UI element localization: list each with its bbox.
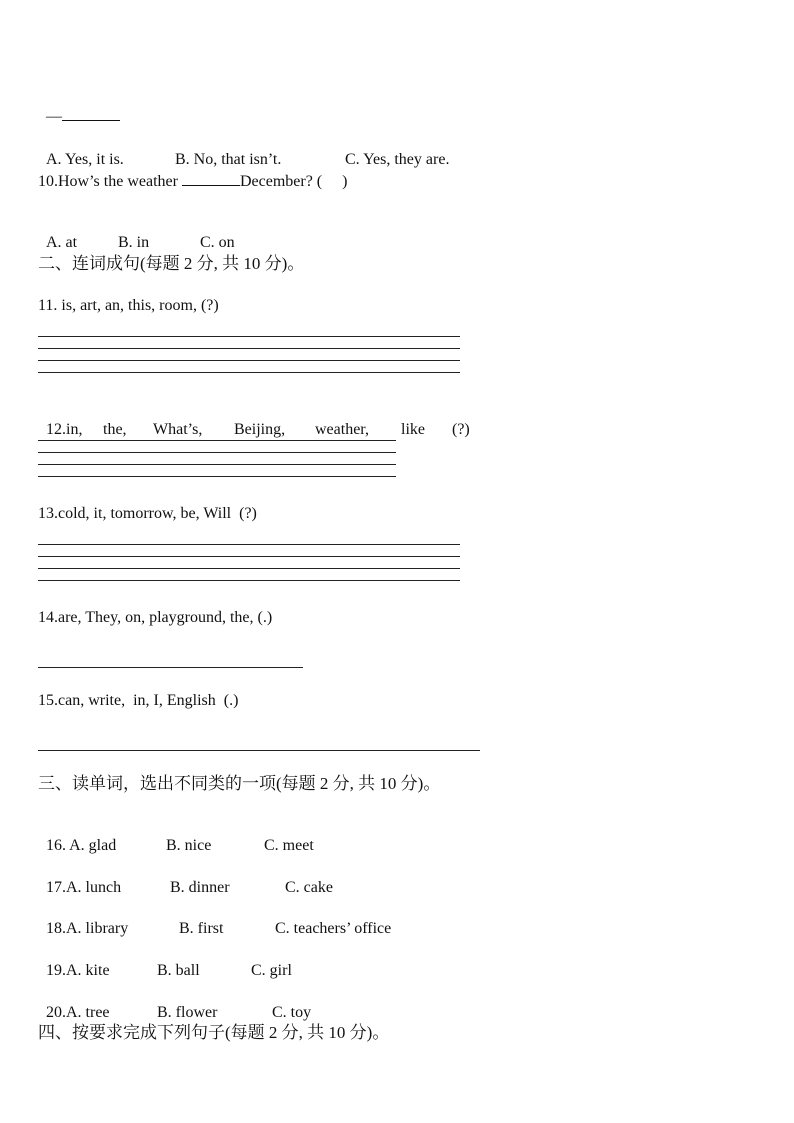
section-4-heading: 四、按要求完成下列句子(每题 2 分, 共 10 分)。 — [38, 1023, 390, 1042]
q10-number: 10. — [38, 173, 58, 190]
q17-option-a: 17.A. lunch — [46, 879, 122, 896]
writing-rule — [38, 580, 460, 581]
writing-rule — [38, 544, 460, 545]
section-2-heading: 二、连词成句(每题 2 分, 共 10 分)。 — [38, 254, 305, 273]
q16-option-c: C. meet — [264, 837, 314, 854]
q19-option-c: C. girl — [251, 962, 292, 979]
q12-answer-lines[interactable] — [38, 440, 396, 477]
writing-rule — [38, 348, 460, 349]
writing-rule — [38, 440, 396, 441]
question-10 — [38, 171, 347, 192]
q12-word: Beijing, — [234, 421, 286, 438]
writing-rule — [38, 750, 480, 751]
question-15: 15.can, write, in, I, English (.) — [38, 692, 239, 709]
q14-answer-line[interactable] — [38, 667, 303, 668]
question-16 — [38, 816, 314, 856]
q20-option-b: B. flower — [157, 1004, 218, 1021]
q11-answer-lines[interactable] — [38, 336, 460, 373]
writing-rule — [38, 667, 303, 668]
question-19 — [38, 941, 292, 981]
q18-option-c: C. teachers’ office — [275, 920, 392, 937]
dash: — — [46, 108, 62, 125]
writing-rule — [38, 556, 460, 557]
question-12 — [38, 400, 470, 440]
q13-answer-lines[interactable] — [38, 544, 460, 581]
q9-options — [38, 130, 450, 170]
q10-option-b: B. in — [118, 234, 150, 251]
q10-text-after: December? ( ) — [239, 173, 348, 190]
q10-options — [38, 213, 235, 253]
question-20 — [38, 983, 312, 1023]
question-11: 11. is, art, an, this, room, (?) — [38, 297, 219, 314]
q12-word: the, — [103, 421, 127, 438]
writing-rule — [38, 476, 396, 477]
q10-option-c: C. on — [200, 234, 235, 251]
question-18 — [38, 899, 392, 939]
q10-blank[interactable] — [182, 171, 240, 186]
q16-option-b: B. nice — [166, 837, 212, 854]
writing-rule — [38, 372, 460, 373]
q17-option-c: C. cake — [285, 879, 333, 896]
writing-rule — [38, 452, 396, 453]
q12-word: 12.in, — [46, 421, 83, 438]
question-17 — [38, 858, 333, 898]
q18-option-b: B. first — [179, 920, 224, 937]
q10-text-before: How’s the weather — [58, 173, 182, 190]
q12-word: weather, — [315, 421, 369, 438]
q19-option-b: B. ball — [157, 962, 200, 979]
writing-rule — [38, 568, 460, 569]
q9-option-a: A. Yes, it is. — [46, 151, 124, 168]
answer-blank[interactable] — [62, 106, 120, 121]
q20-option-a: 20.A. tree — [46, 1004, 110, 1021]
q19-option-a: 19.A. kite — [46, 962, 110, 979]
q17-option-b: B. dinner — [170, 879, 230, 896]
question-13: 13.cold, it, tomorrow, be, Will (?) — [38, 505, 257, 522]
q16-option-a: 16. A. glad — [46, 837, 117, 854]
q12-word: like — [401, 421, 425, 438]
q20-option-c: C. toy — [272, 1004, 312, 1021]
q9-option-c: C. Yes, they are. — [345, 151, 450, 168]
q12-word: (?) — [452, 421, 470, 438]
writing-rule — [38, 464, 396, 465]
q10-option-a: A. at — [46, 234, 78, 251]
q9-option-b: B. No, that isn’t. — [175, 151, 282, 168]
q12-word: What’s, — [153, 421, 203, 438]
section-3-heading: 三、读单词，选出不同类的一项(每题 2 分, 共 10 分)。 — [38, 774, 441, 793]
question-14: 14.are, They, on, playground, the, (.) — [38, 609, 273, 626]
writing-rule — [38, 360, 460, 361]
writing-rule — [38, 336, 460, 337]
q18-option-a: 18.A. library — [46, 920, 129, 937]
q15-answer-line[interactable] — [38, 750, 480, 751]
answer-line-q9 — [38, 86, 120, 127]
